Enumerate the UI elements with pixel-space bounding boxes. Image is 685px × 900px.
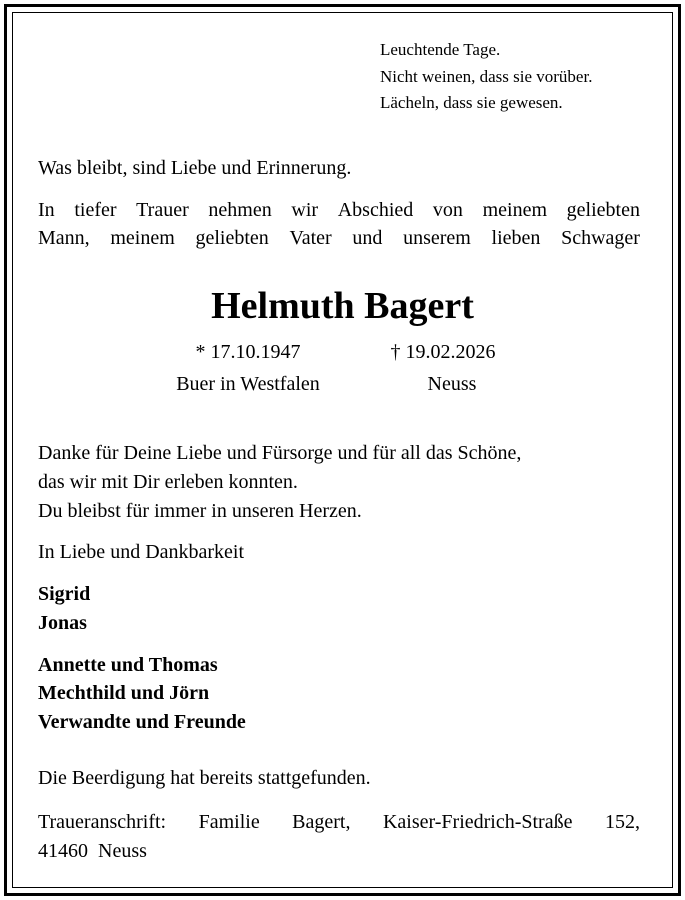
announcement-line-1 [38,200,640,220]
word: Abschied [337,199,414,221]
birth-place: Buer in Westfalen [176,373,320,395]
intro-text: Was bleibt, sind Liebe und Erinnerung. [38,157,352,179]
word: und [352,227,383,249]
word: tiefer [74,199,117,221]
word: lieben [491,227,541,249]
mourner-name: Mechthild und Jörn [38,682,210,704]
address-line-2: 41460 Neuss [38,840,147,862]
announcement-line-2 [38,228,640,248]
word: Bagert, [292,811,351,833]
death-date: † 19.02.2026 [390,341,496,363]
deceased-name: Helmuth Bagert [211,285,474,327]
birth-date: * 17.10.1947 [195,341,301,363]
word: geliebten [195,227,269,249]
mourner-name: Jonas [38,612,87,634]
word: 152, [604,811,640,833]
word: unserem [403,227,471,249]
funeral-note: Die Beerdigung hat bereits stattgefunden. [38,767,371,789]
word: Trauer [136,199,189,221]
mourner-name: Annette und Thomas [38,654,218,676]
word: Vater [289,227,332,249]
poem-line-3: Lächeln, dass sie gewesen. [380,93,563,112]
word: wir [291,199,319,221]
word: nehmen [208,199,272,221]
thanks-line-1: Danke für Deine Liebe und Fürsorge und für all das Schöne, [38,442,522,464]
word: meinem [110,227,175,249]
word: von [432,199,463,221]
poem-line-2: Nicht weinen, dass sie vorüber. [380,67,593,86]
closing-text: In Liebe und Dankbarkeit [38,541,245,563]
word: Mann, [38,227,90,249]
address-line-1 [38,812,640,832]
word: Schwager [561,227,640,249]
thanks-line-2: das wir mit Dir erleben konnten. [38,471,298,493]
mourner-name: Verwandte und Freunde [38,711,246,733]
word: In [38,199,55,221]
thanks-line-3: Du bleibst für immer in unseren Herzen. [38,500,362,522]
death-place: Neuss [427,373,477,395]
word: geliebten [566,199,640,221]
word: Familie [198,811,260,833]
poem-line-1: Leuchtende Tage. [380,40,501,59]
word: Kaiser-Friedrich-Straße [382,811,573,833]
word: Traueranschrift: [38,811,167,833]
mourner-name: Sigrid [38,583,91,605]
word: meinem [482,199,548,221]
